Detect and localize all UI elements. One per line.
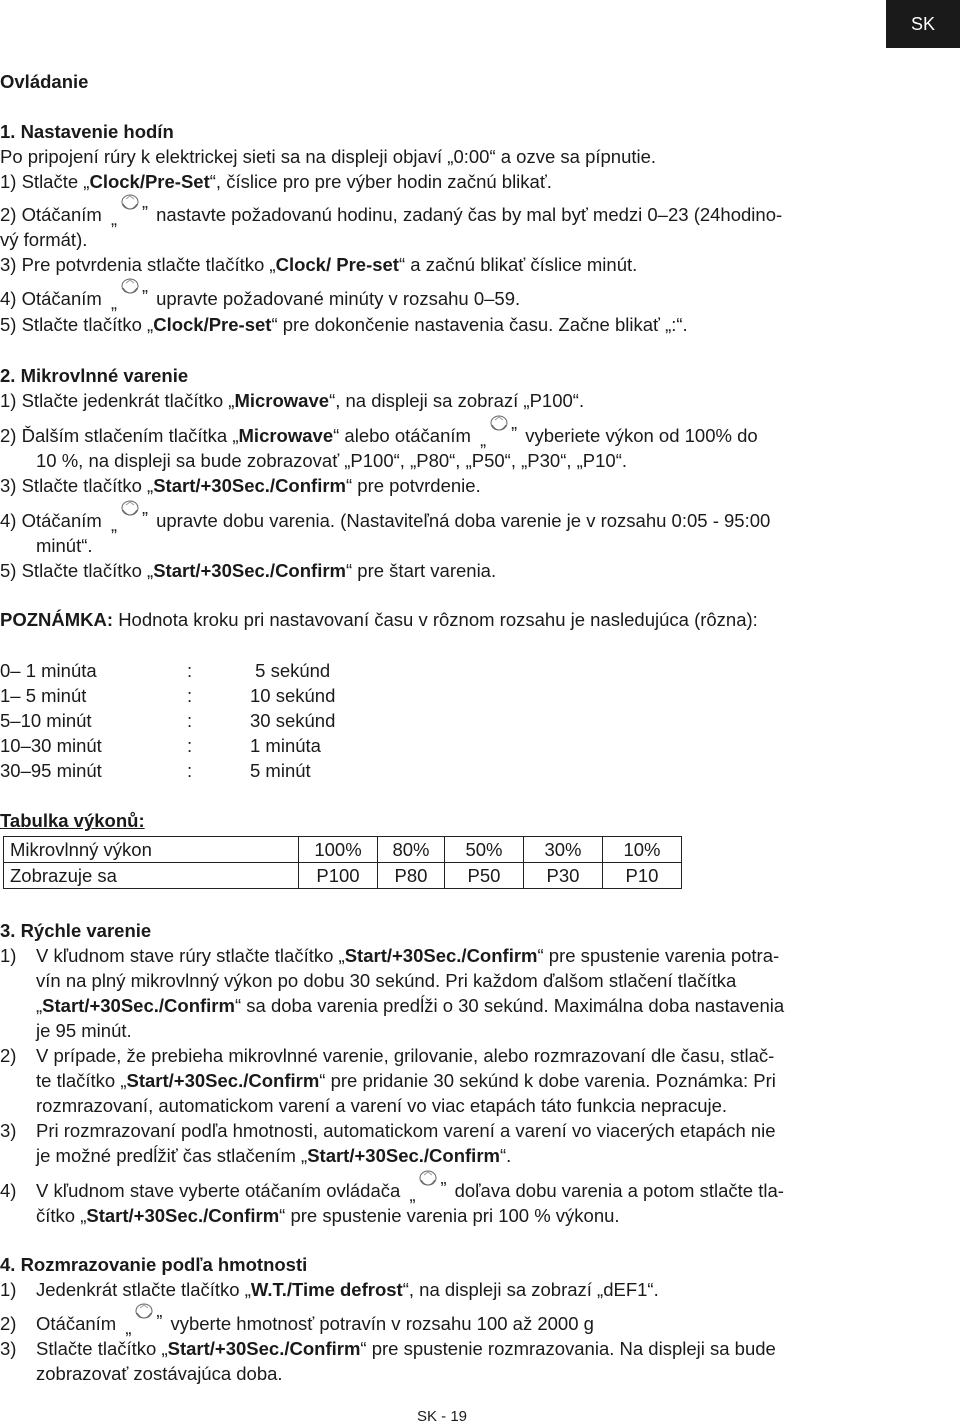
s1-step-4 <box>0 287 521 313</box>
item-text: V kľudnom stave vyberte otáčaním ovládača <box>36 1180 401 1201</box>
table-cell: Zobrazuje sa <box>4 863 299 889</box>
table-cell: P10 <box>603 863 682 889</box>
knob-icon <box>120 276 140 302</box>
table-row <box>4 837 682 863</box>
item-number: 4) <box>0 1180 17 1201</box>
s2-step-2-rest: vyberiete výkon od 100% do <box>525 425 758 446</box>
s1-step-4-start: 4) Otáčaním <box>0 288 102 309</box>
step-sep: : <box>187 710 193 731</box>
s1-step-3: 3) Pre potvrdenia stlačte tlačítko „Clock/ Pre-set“ a začnú blikať číslice minút. <box>0 254 638 275</box>
item-text: Stlačte tlačítko „Start/+30Sec./Confirm“ pre spustenie rozmrazovania. Na displeji sa bude <box>36 1338 776 1359</box>
table-cell: P50 <box>445 863 524 889</box>
s3-p2-line <box>0 1045 774 1067</box>
s4-p2-line <box>0 1312 594 1338</box>
step-range: 1– 5 minút <box>0 685 87 706</box>
table-cell: 50% <box>445 837 524 863</box>
step-range: 10–30 minút <box>0 735 102 756</box>
section-1-heading: 1. Nastavenie hodín <box>0 121 174 142</box>
knob-icon <box>418 1168 438 1194</box>
s1-step-2-rest: nastavte požadovanú hodinu, zadaný čas by mal byť medzi 0–23 (24hodino- <box>156 204 783 225</box>
item-number: 1) <box>0 945 17 966</box>
s2-step-2-cont: 10 %, na displeji sa bude zobrazovať „P100“, „P80“, „P50“, „P30“, „P10“. <box>36 450 628 471</box>
knob-icon <box>120 192 140 218</box>
s2-step-1: 1) Stlačte jedenkrát tlačítko „Microwave“, na displeji sa zobrazí „P100“. <box>0 390 585 411</box>
step-row <box>0 685 335 707</box>
s4-p1-line <box>0 1279 659 1301</box>
s3-p1-line: „Start/+30Sec./Confirm“ sa doba varenia predĺži o 30 sekúnd. Maximálna doba nastavenia <box>36 995 785 1016</box>
step-row <box>0 660 330 682</box>
section-4-heading: 4. Rozmrazovanie podľa hmotnosti <box>0 1254 308 1275</box>
step-range: 30–95 minút <box>0 760 102 781</box>
item-text: V kľudnom stave rúry stlačte tlačítko „Start/+30Sec./Confirm“ pre spustenie varenia potra- <box>36 945 780 966</box>
s2-step-5: 5) Stlačte tlačítko „Start/+30Sec./Confirm“ pre štart varenia. <box>0 560 497 581</box>
table-cell: P80 <box>378 863 445 889</box>
s3-p2-line: rozmrazovaní, automatickom varení a varení vo viac etapách táto funkcia nepracuje. <box>36 1095 728 1116</box>
item-number: 2) <box>0 1045 17 1066</box>
knob-symbol: „ ” <box>107 204 151 226</box>
s2-step-2-start: 2) Ďalším stlačením tlačítka „Microwave“ alebo otáčaním <box>0 425 471 446</box>
knob-icon <box>134 1301 154 1327</box>
s2-step-4 <box>0 509 771 535</box>
s1-step-2-start: 2) Otáčaním <box>0 204 102 225</box>
step-range: 5–10 minút <box>0 710 92 731</box>
item-number: 3) <box>0 1338 17 1359</box>
table-cell: 10% <box>603 837 682 863</box>
item-text: doľava dobu varenia a potom stlačte tla- <box>454 1180 784 1201</box>
s1-step-4-rest: upravte požadované minúty v rozsahu 0–59. <box>156 288 521 309</box>
s1-step-5: 5) Stlačte tlačítko „Clock/Pre-set“ pre dokončenie nastavenia času. Začne blikať „:“. <box>0 314 688 335</box>
step-row <box>0 760 311 782</box>
page-footer: SK - 19 <box>417 1408 468 1425</box>
step-row <box>0 735 321 757</box>
item-text: V prípade, že prebieha mikrovlnné varenie, grilovanie, alebo rozmrazovaní dle času, stlač- <box>36 1045 775 1066</box>
table-cell: P30 <box>524 863 603 889</box>
table-cell: 100% <box>299 837 378 863</box>
knob-symbol: „ ” <box>107 510 151 532</box>
step-value: 10 sekúnd <box>250 685 336 706</box>
table-row <box>4 863 682 889</box>
step-value: 5 sekúnd <box>250 660 331 681</box>
item-number: 2) <box>0 1313 17 1334</box>
s3-p1-line <box>0 945 779 967</box>
knob-symbol: „ ” <box>107 288 151 310</box>
note-text: Hodnota kroku pri nastavovaní času v rôznom rozsahu je nasledujúca (rôzna): <box>118 609 758 630</box>
s4-p3-line: zobrazovať zostávajúca doba. <box>36 1363 283 1384</box>
step-value: 1 minúta <box>250 735 321 756</box>
s2-step-3: 3) Stlačte tlačítko „Start/+30Sec./Confirm“ pre potvrdenie. <box>0 475 481 496</box>
s3-p1-line: vín na plný mikrovlnný výkon po dobu 30 sekúnd. Pri každom ďalšom stlačení tlačítka <box>36 970 737 991</box>
s1-intro: Po pripojení rúry k elektrickej sieti sa na displeji objaví „0:00“ a ozve sa pípnutie. <box>0 146 657 167</box>
section-2-heading: 2. Mikrovlnné varenie <box>0 365 189 386</box>
step-sep: : <box>187 685 193 706</box>
table-cell: 80% <box>378 837 445 863</box>
s3-p2-line: te tlačítko „Start/+30Sec./Confirm“ pre pridanie 30 sekúnd k dobe varenia. Poznámka: Pri <box>36 1070 776 1091</box>
s1-step-1: 1) Stlačte „Clock/Pre-Set“, číslice pro pre výber hodin začnú blikať. <box>0 171 552 192</box>
s3-p4-line <box>0 1179 784 1205</box>
item-text: Jedenkrát stlačte tlačítko „W.T./Time defrost“, na displeji sa zobrazí „dEF1“. <box>36 1279 659 1300</box>
item-number: 1) <box>0 1279 17 1300</box>
power-table <box>3 836 682 889</box>
s4-p3-line <box>0 1338 776 1360</box>
page-title: Ovládanie <box>0 71 89 92</box>
item-text: Otáčaním <box>36 1313 117 1334</box>
s2-step-4-start: 4) Otáčaním <box>0 510 102 531</box>
knob-icon <box>120 498 140 524</box>
s1-step-2 <box>0 203 783 229</box>
table-cell: 30% <box>524 837 603 863</box>
item-number: 3) <box>0 1120 17 1141</box>
knob-icon <box>489 413 509 439</box>
item-text: vyberte hmotnosť potravín v rozsahu 100 až 2000 g <box>170 1313 594 1334</box>
s3-p4-line: čítko „Start/+30Sec./Confirm“ pre spustenie varenia pri 100 % výkonu. <box>36 1205 620 1226</box>
s2-step-4-cont: minút“. <box>36 535 93 556</box>
note-label: POZNÁMKA: <box>0 609 114 630</box>
item-text: Pri rozmrazovaní podľa hmotnosti, automatickom varení a varení vo viacerých etapách nie <box>36 1120 776 1141</box>
section-3-heading: 3. Rýchle varenie <box>0 920 152 941</box>
s2-step-4-rest: upravte dobu varenia. (Nastaviteľná doba varenie je v rozsahu 0:05 - 95:00 <box>156 510 771 531</box>
power-table-title-text: Tabulka výkonů: <box>0 810 145 831</box>
step-sep: : <box>187 660 193 681</box>
s3-p3-line: je možné predĺžiť čas stlačením „Start/+30Sec./Confirm“. <box>36 1145 512 1166</box>
step-row <box>0 710 335 732</box>
knob-symbol: „ ” <box>405 1180 449 1202</box>
knob-symbol: „ ” <box>121 1313 165 1335</box>
step-sep: : <box>187 735 193 756</box>
s3-p1-line: je 95 minút. <box>36 1020 132 1041</box>
table-cell: Mikrovlnný výkon <box>4 837 299 863</box>
step-range: 0– 1 minúta <box>0 660 97 681</box>
note <box>0 609 758 631</box>
s1-step-2-cont: vý formát). <box>0 229 88 250</box>
s3-p3-line <box>0 1120 776 1142</box>
power-table-title <box>0 810 145 832</box>
step-value: 5 minút <box>250 760 311 781</box>
knob-symbol: „ ” <box>476 425 520 447</box>
table-cell: P100 <box>299 863 378 889</box>
s2-step-2 <box>0 424 758 450</box>
language-tab: SK <box>886 0 960 48</box>
step-sep: : <box>187 760 193 781</box>
step-value: 30 sekúnd <box>250 710 336 731</box>
